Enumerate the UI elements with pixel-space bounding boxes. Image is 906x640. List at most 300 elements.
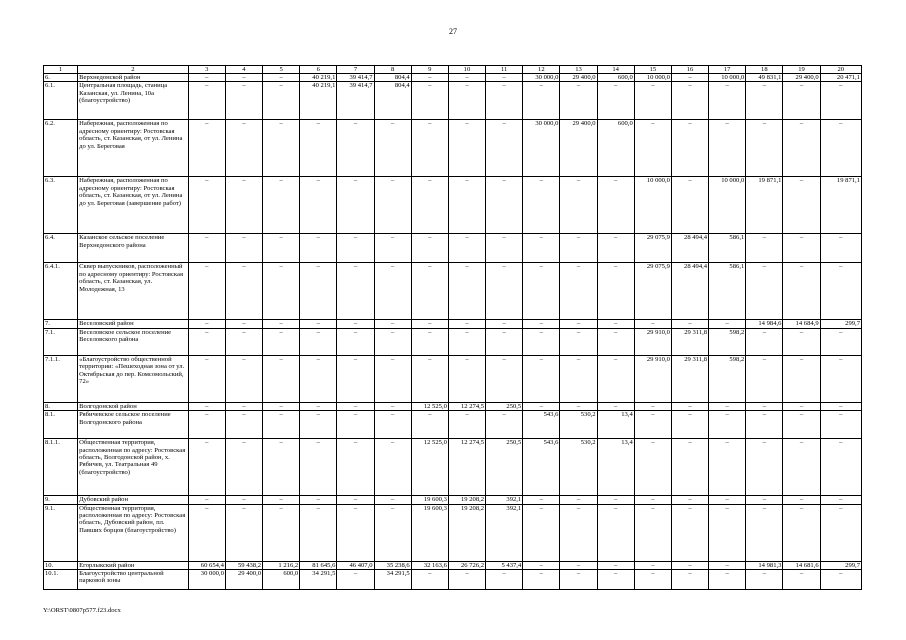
column-number-19: 19 — [783, 66, 820, 74]
value-cell: – — [783, 82, 820, 120]
object-name-cell: Общественная территория, расположенная по адресу: Ростовская область, Дубовский район, пл. Павших борцов (благоустройство) — [78, 504, 189, 561]
value-cell: 600,0 — [597, 120, 634, 177]
value-cell: – — [263, 496, 300, 504]
value-cell: – — [671, 74, 708, 82]
value-cell: – — [337, 355, 374, 402]
object-name-cell: Сквер выпускников, расположенный по адресному ориентиру: Ростовская область, ст. Казанская, ул. Молодежная, 13 — [78, 263, 189, 320]
row-number-cell: 10. — [44, 561, 78, 569]
value-cell: – — [188, 328, 225, 355]
value-cell: – — [597, 355, 634, 402]
value-cell: – — [337, 439, 374, 496]
row-number-cell: 10.1. — [44, 570, 78, 590]
column-number-11: 11 — [486, 66, 523, 74]
value-cell: – — [374, 263, 411, 320]
value-cell: – — [411, 120, 448, 177]
value-cell: – — [486, 328, 523, 355]
value-cell: 29 075,9 — [634, 263, 671, 320]
value-cell: – — [783, 177, 820, 234]
value-cell: – — [746, 263, 783, 320]
value-cell: 530,2 — [560, 439, 597, 496]
object-name-cell: Егорлыкский район — [78, 561, 189, 569]
value-cell: 586,1 — [709, 263, 746, 320]
table-row — [44, 504, 862, 561]
value-cell: 60 654,4 — [188, 561, 225, 569]
value-cell: 19 208,2 — [448, 504, 485, 561]
value-cell: 30 000,0 — [523, 120, 560, 177]
value-cell: – — [783, 496, 820, 504]
value-cell: – — [263, 504, 300, 561]
value-cell: – — [523, 328, 560, 355]
value-cell: – — [448, 177, 485, 234]
value-cell: – — [263, 411, 300, 439]
value-cell: – — [263, 234, 300, 263]
value-cell: – — [634, 320, 671, 328]
value-cell: – — [820, 328, 861, 355]
value-cell: 34 291,5 — [300, 570, 337, 590]
value-cell: – — [225, 177, 262, 234]
value-cell: 12 525,0 — [411, 402, 448, 410]
value-cell: – — [411, 74, 448, 82]
value-cell: – — [634, 402, 671, 410]
value-cell: – — [263, 402, 300, 410]
column-number-20: 20 — [820, 66, 861, 74]
value-cell: – — [671, 402, 708, 410]
value-cell: – — [523, 263, 560, 320]
value-cell: – — [560, 496, 597, 504]
value-cell: – — [188, 320, 225, 328]
value-cell: 29 400,0 — [225, 570, 262, 590]
row-number-cell: 7.1. — [44, 328, 78, 355]
row-number-cell: 9.1. — [44, 504, 78, 561]
value-cell: 10 000,0 — [634, 177, 671, 234]
column-number-14: 14 — [597, 66, 634, 74]
value-cell: 12 274,5 — [448, 402, 485, 410]
value-cell: – — [783, 234, 820, 263]
value-cell: – — [523, 320, 560, 328]
value-cell: – — [746, 82, 783, 120]
value-cell: 29 400,0 — [560, 74, 597, 82]
row-number-cell: 9. — [44, 496, 78, 504]
value-cell: – — [411, 411, 448, 439]
value-cell: – — [300, 402, 337, 410]
value-cell: – — [411, 355, 448, 402]
value-cell: – — [671, 411, 708, 439]
object-name-cell: Рябичевское сельское поселение Волгодонского района — [78, 411, 189, 439]
value-cell: – — [374, 411, 411, 439]
value-cell: – — [783, 263, 820, 320]
value-cell: – — [263, 355, 300, 402]
value-cell: – — [746, 504, 783, 561]
value-cell: – — [671, 82, 708, 120]
table-row — [44, 411, 862, 439]
object-name-cell: Волгодонской район — [78, 402, 189, 410]
value-cell: – — [560, 570, 597, 590]
value-cell: – — [225, 411, 262, 439]
table-row — [44, 496, 862, 504]
value-cell: – — [634, 411, 671, 439]
value-cell: – — [188, 411, 225, 439]
value-cell: – — [783, 402, 820, 410]
value-cell: – — [560, 263, 597, 320]
value-cell: 10 000,0 — [634, 74, 671, 82]
value-cell: 81 645,6 — [300, 561, 337, 569]
budget-table — [43, 65, 862, 590]
table-row — [44, 320, 862, 328]
value-cell: 30 000,0 — [188, 570, 225, 590]
file-path-footer: Y:\ORST\0807p577.f23.docx — [43, 607, 121, 614]
value-cell: – — [560, 355, 597, 402]
row-number-cell: 7.1.1. — [44, 355, 78, 402]
value-cell: – — [709, 411, 746, 439]
value-cell: – — [448, 82, 485, 120]
value-cell: 30 000,0 — [523, 74, 560, 82]
column-number-13: 13 — [560, 66, 597, 74]
value-cell: – — [820, 234, 861, 263]
value-cell: – — [560, 504, 597, 561]
value-cell: – — [300, 355, 337, 402]
object-name-cell: Набережная, расположенная по адресному ориентиру: Ростовская область, ст. Казанская, от ул. Ленина до ул. Береговая — [78, 120, 189, 177]
value-cell: – — [225, 355, 262, 402]
value-cell: – — [300, 234, 337, 263]
row-number-cell: 6.2. — [44, 120, 78, 177]
value-cell: 28 494,4 — [671, 263, 708, 320]
value-cell: – — [225, 74, 262, 82]
value-cell: 19 600,3 — [411, 496, 448, 504]
column-number-1: 1 — [44, 66, 78, 74]
value-cell: – — [225, 120, 262, 177]
value-cell: – — [188, 120, 225, 177]
page-number: 27 — [449, 27, 457, 36]
object-name-cell: Центральная площадь, станица Казанская, ул. Ленина, 10а (благоустройство) — [78, 82, 189, 120]
value-cell: – — [597, 328, 634, 355]
object-name-cell: Набережная, расположенная по адресному ориентиру: Ростовская область, ст. Казанская, от ул. Ленина до ул. Береговая (завершение работ) — [78, 177, 189, 234]
value-cell: – — [225, 504, 262, 561]
value-cell: – — [374, 320, 411, 328]
value-cell: – — [746, 234, 783, 263]
column-number-6: 6 — [300, 66, 337, 74]
value-cell: – — [560, 328, 597, 355]
value-cell: 49 831,1 — [746, 74, 783, 82]
row-number-cell: 8.1.1. — [44, 439, 78, 496]
value-cell: – — [597, 402, 634, 410]
value-cell: – — [523, 496, 560, 504]
value-cell: – — [671, 177, 708, 234]
value-cell: – — [783, 570, 820, 590]
value-cell: – — [411, 82, 448, 120]
value-cell: 598,2 — [709, 355, 746, 402]
value-cell: – — [634, 570, 671, 590]
value-cell: – — [820, 120, 861, 177]
value-cell: – — [820, 496, 861, 504]
value-cell: – — [820, 411, 861, 439]
value-cell: – — [300, 411, 337, 439]
value-cell: – — [523, 82, 560, 120]
value-cell: – — [746, 328, 783, 355]
value-cell: – — [188, 496, 225, 504]
value-cell: – — [337, 263, 374, 320]
table-row — [44, 355, 862, 402]
value-cell: – — [634, 561, 671, 569]
value-cell: – — [448, 320, 485, 328]
value-cell: – — [337, 570, 374, 590]
value-cell: – — [560, 402, 597, 410]
value-cell: – — [523, 570, 560, 590]
value-cell: – — [225, 439, 262, 496]
value-cell: – — [411, 177, 448, 234]
value-cell: 40 219,1 — [300, 82, 337, 120]
value-cell: – — [634, 504, 671, 561]
value-cell: – — [188, 263, 225, 320]
column-number-10: 10 — [448, 66, 485, 74]
value-cell: 29 311,8 — [671, 355, 708, 402]
row-number-cell: 6.1. — [44, 82, 78, 120]
value-cell: – — [560, 561, 597, 569]
value-cell: 543,6 — [523, 439, 560, 496]
value-cell: – — [337, 402, 374, 410]
value-cell: 12 274,5 — [448, 439, 485, 496]
value-cell: 29 400,0 — [783, 74, 820, 82]
value-cell: – — [486, 570, 523, 590]
value-cell: – — [300, 120, 337, 177]
row-number-cell: 6.4.1. — [44, 263, 78, 320]
table-row — [44, 561, 862, 569]
value-cell: – — [820, 504, 861, 561]
column-number-15: 15 — [634, 66, 671, 74]
value-cell: – — [337, 496, 374, 504]
column-number-12: 12 — [523, 66, 560, 74]
value-cell: 804,4 — [374, 74, 411, 82]
value-cell: 19 600,3 — [411, 504, 448, 561]
value-cell: – — [188, 82, 225, 120]
value-cell: 14 981,3 — [746, 561, 783, 569]
value-cell: – — [188, 402, 225, 410]
row-number-cell: 6.3. — [44, 177, 78, 234]
value-cell: – — [188, 234, 225, 263]
value-cell: – — [225, 496, 262, 504]
column-number-18: 18 — [746, 66, 783, 74]
column-number-5: 5 — [263, 66, 300, 74]
value-cell: – — [448, 570, 485, 590]
value-cell: 600,0 — [597, 74, 634, 82]
value-cell: – — [597, 82, 634, 120]
value-cell: 598,2 — [709, 328, 746, 355]
value-cell: – — [746, 496, 783, 504]
value-cell: – — [374, 439, 411, 496]
value-cell: – — [634, 82, 671, 120]
value-cell: – — [374, 496, 411, 504]
value-cell: 39 414,7 — [337, 82, 374, 120]
value-cell: – — [448, 355, 485, 402]
value-cell: – — [486, 411, 523, 439]
value-cell: – — [671, 439, 708, 496]
value-cell: – — [188, 177, 225, 234]
value-cell: 19 871,1 — [746, 177, 783, 234]
budget-table-container — [43, 65, 862, 608]
value-cell: – — [634, 120, 671, 177]
value-cell: – — [300, 177, 337, 234]
value-cell: – — [300, 504, 337, 561]
value-cell: 12 525,0 — [411, 439, 448, 496]
row-number-cell: 6. — [44, 74, 78, 82]
value-cell: 5 437,4 — [486, 561, 523, 569]
value-cell: 29 311,8 — [671, 328, 708, 355]
value-cell: 13,4 — [597, 411, 634, 439]
value-cell: – — [746, 570, 783, 590]
value-cell: – — [560, 234, 597, 263]
value-cell: – — [671, 496, 708, 504]
value-cell: – — [411, 234, 448, 263]
value-cell: – — [746, 439, 783, 496]
row-number-cell: 8.1. — [44, 411, 78, 439]
value-cell: – — [523, 234, 560, 263]
value-cell: 1 216,2 — [263, 561, 300, 569]
value-cell: – — [820, 439, 861, 496]
value-cell: 10 000,0 — [709, 74, 746, 82]
value-cell: – — [486, 74, 523, 82]
value-cell: – — [337, 320, 374, 328]
column-number-4: 4 — [225, 66, 262, 74]
value-cell: – — [337, 120, 374, 177]
value-cell: 35 238,6 — [374, 561, 411, 569]
table-row — [44, 82, 862, 120]
value-cell: – — [560, 82, 597, 120]
value-cell: – — [374, 355, 411, 402]
value-cell: – — [597, 561, 634, 569]
value-cell: – — [597, 496, 634, 504]
value-cell: – — [709, 120, 746, 177]
value-cell: 29 400,0 — [560, 120, 597, 177]
value-cell: – — [709, 439, 746, 496]
value-cell: – — [263, 320, 300, 328]
value-cell: – — [783, 120, 820, 177]
value-cell: 392,1 — [486, 496, 523, 504]
value-cell: – — [225, 234, 262, 263]
value-cell: 29 075,9 — [634, 234, 671, 263]
value-cell: – — [634, 439, 671, 496]
value-cell: – — [263, 177, 300, 234]
value-cell: 804,4 — [374, 82, 411, 120]
table-row — [44, 402, 862, 410]
value-cell: 14 984,6 — [746, 320, 783, 328]
value-cell: 40 219,1 — [300, 74, 337, 82]
value-cell: – — [448, 328, 485, 355]
value-cell: 600,0 — [263, 570, 300, 590]
value-cell: 13,4 — [597, 439, 634, 496]
value-cell: – — [486, 263, 523, 320]
value-cell: – — [411, 570, 448, 590]
value-cell: 299,7 — [820, 561, 861, 569]
column-number-3: 3 — [188, 66, 225, 74]
value-cell: 20 471,1 — [820, 74, 861, 82]
value-cell: – — [374, 504, 411, 561]
value-cell: – — [300, 328, 337, 355]
object-name-cell: Дубовский район — [78, 496, 189, 504]
value-cell: – — [746, 402, 783, 410]
value-cell: – — [188, 355, 225, 402]
value-cell: – — [486, 82, 523, 120]
value-cell: – — [597, 263, 634, 320]
value-cell: 32 163,6 — [411, 561, 448, 569]
value-cell: 29 910,0 — [634, 328, 671, 355]
value-cell: 530,2 — [560, 411, 597, 439]
value-cell: – — [523, 177, 560, 234]
value-cell: – — [263, 74, 300, 82]
value-cell: – — [560, 177, 597, 234]
value-cell: – — [709, 570, 746, 590]
object-name-cell: Казанское сельское поселение Верхнедонского района — [78, 234, 189, 263]
value-cell: – — [597, 504, 634, 561]
value-cell: – — [448, 411, 485, 439]
value-cell: – — [337, 411, 374, 439]
value-cell: – — [486, 120, 523, 177]
value-cell: – — [188, 74, 225, 82]
value-cell: 46 407,0 — [337, 561, 374, 569]
value-cell: – — [820, 355, 861, 402]
value-cell: – — [709, 496, 746, 504]
value-cell: – — [486, 234, 523, 263]
value-cell: – — [597, 320, 634, 328]
value-cell: 299,7 — [820, 320, 861, 328]
value-cell: – — [263, 439, 300, 496]
value-cell: – — [597, 177, 634, 234]
value-cell: – — [374, 177, 411, 234]
value-cell: 28 494,4 — [671, 234, 708, 263]
value-cell: – — [448, 74, 485, 82]
value-cell: 39 414,7 — [337, 74, 374, 82]
value-cell: – — [820, 263, 861, 320]
value-cell: – — [783, 439, 820, 496]
value-cell: – — [374, 120, 411, 177]
value-cell: – — [709, 402, 746, 410]
value-cell: – — [263, 120, 300, 177]
value-cell: – — [486, 320, 523, 328]
value-cell: – — [783, 328, 820, 355]
value-cell: – — [225, 263, 262, 320]
object-name-cell: Веселовское сельское поселение Веселовского района — [78, 328, 189, 355]
value-cell: 586,1 — [709, 234, 746, 263]
value-cell: – — [820, 570, 861, 590]
value-cell: – — [523, 504, 560, 561]
value-cell: – — [746, 120, 783, 177]
value-cell: 543,6 — [523, 411, 560, 439]
value-cell: 14 684,9 — [783, 320, 820, 328]
column-number-2: 2 — [78, 66, 189, 74]
value-cell: – — [263, 328, 300, 355]
value-cell: 59 438,2 — [225, 561, 262, 569]
value-cell: – — [225, 402, 262, 410]
value-cell: – — [783, 504, 820, 561]
value-cell: – — [337, 328, 374, 355]
value-cell: – — [820, 82, 861, 120]
value-cell: – — [188, 504, 225, 561]
table-header-row — [44, 66, 862, 74]
value-cell: 10 000,0 — [709, 177, 746, 234]
value-cell: – — [597, 570, 634, 590]
table-row — [44, 570, 862, 590]
value-cell: – — [374, 234, 411, 263]
value-cell: 14 681,6 — [783, 561, 820, 569]
value-cell: 19 208,2 — [448, 496, 485, 504]
value-cell: – — [374, 328, 411, 355]
value-cell: – — [709, 504, 746, 561]
value-cell: – — [337, 234, 374, 263]
value-cell: – — [188, 439, 225, 496]
value-cell: – — [374, 402, 411, 410]
value-cell: – — [746, 411, 783, 439]
value-cell: 19 871,1 — [820, 177, 861, 234]
value-cell: – — [300, 320, 337, 328]
value-cell: – — [337, 504, 374, 561]
